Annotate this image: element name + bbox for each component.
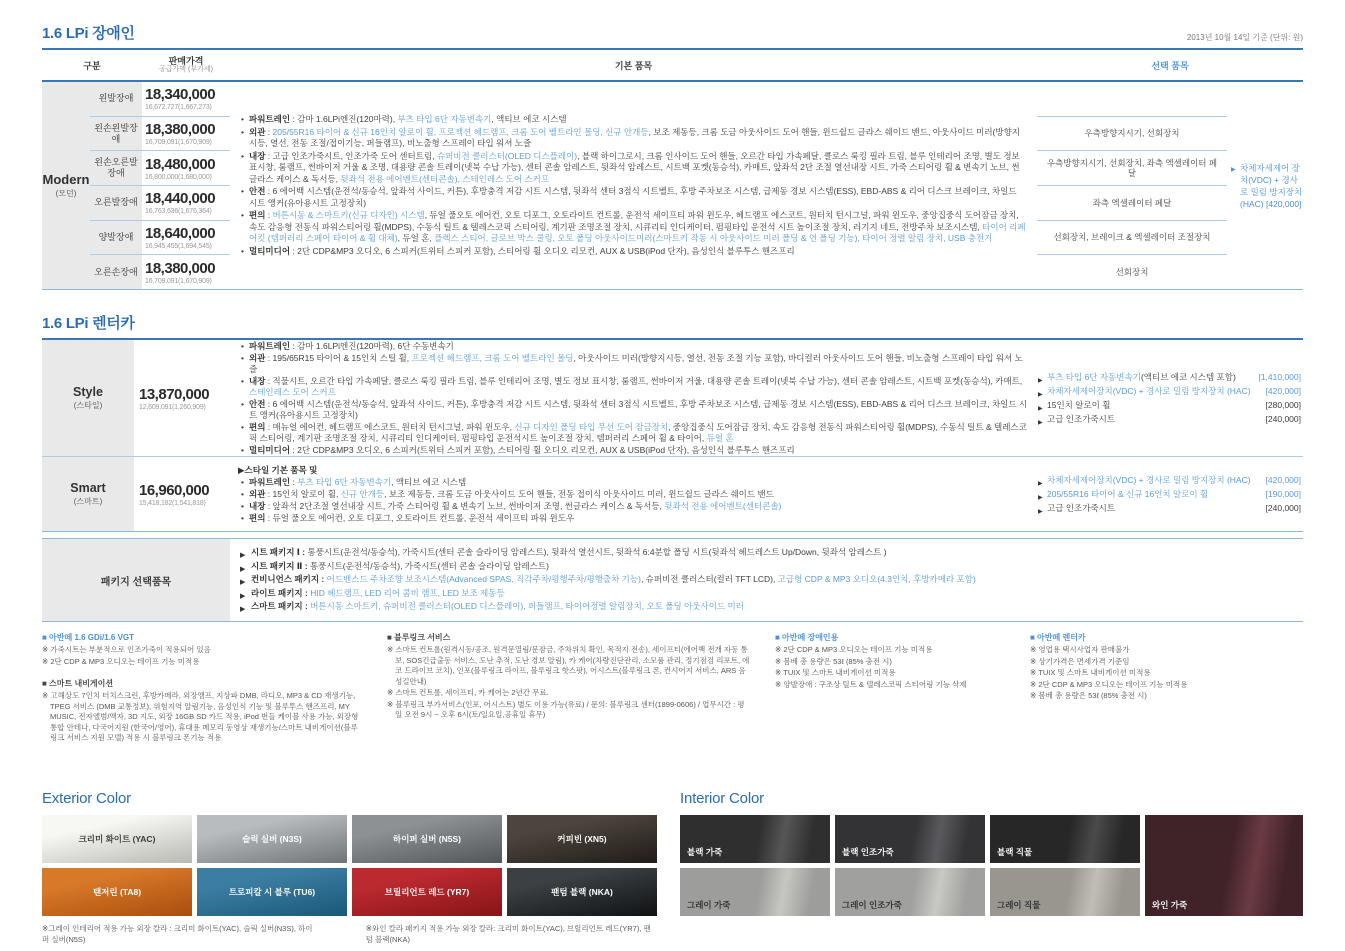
trim-name: 왼발장애 [90,82,142,116]
footnote-block [775,632,1006,690]
interior-swatches [680,815,1303,916]
table-row [90,82,230,117]
option-price: [280,000] [1265,400,1301,410]
option-line [1037,370,1301,384]
table-row [90,255,230,289]
swatch-label: 그레이 가죽 [687,900,731,910]
arrow-icon: ▶ [240,592,246,600]
feature-text: 편의 : 버튼시동 & 스마트키(신규 디자인) 시스템, 듀얼 풀오토 에어컨, 오토 디포그, 오토라이트 컨트롤, 운전석 세이프티 파워 윈도우, 헤드램프 에스코트, 원터치 턴시그널, 파워 윈도우, 중앙집중식 도어잠금 장치, 속도 감응형 전동식 파워스티어링 휠(MDPS), 수동식 틸트 & 텔레스코픽 스티어링, 계기판 조명조절 장치, 시큐리티 인디케이터, 펌핑타입 운전석 시트 높이조절 장치, 러기지 네트, 전방주차 보조시스템, 타이어 리페어킷 (템퍼러리 스페어 타이어 & 휠 대체), 듀얼 혼, 플렉스 스티어, 글로브 박스 쿨링, 오토 폴딩 아웃사이드미러(스마트키 작동 시 아웃사이드 미러 폴딩 & 언 폴딩 기능), 타이어 정렬 알림 장치, USB 충전기 [249,210,1026,243]
package-text: 시트 패키지 Ⅱ : 통풍시트(운전석/동승석), 가죽시트(센터 콘솔 슬라이딩 암레스트) [251,560,549,571]
option-label: 고급 인조가죽시트 [1047,414,1116,424]
footnote-head: ■ 블루링크 서비스 [387,633,451,642]
trim-name: 왼손오른발 장애 [90,151,142,185]
arrow-icon: ▶ [240,606,246,614]
footnote-head: ■ 아반떼 장애인용 [775,633,839,642]
option-label: 15인치 알로이 휠 [1047,400,1111,410]
price-cell [142,255,230,289]
color-swatch [680,815,830,863]
footnote-text: ※ 양발장애 : 구조상 틸트 & 텔레스코픽 스티어링 기능 삭제 [775,679,967,689]
table-row [90,117,230,152]
option-price: [1,410,000] [1258,372,1301,382]
bullet-icon: • [241,477,244,487]
section1-table-header [42,50,1303,82]
arrow-icon: ▶ [1038,495,1043,501]
style-row [42,340,1303,457]
arrow-icon: ▶ [240,579,246,587]
footnote-head: ■ 아반떼 1.6 GDi/1.6 VGT [42,633,135,642]
exterior-color-notes [42,923,657,945]
price-cell [142,186,230,220]
feature-line [238,114,1027,126]
vdc-option-cell [1227,82,1303,289]
option-price: [240,000] [1265,414,1301,424]
feature-text: 내장 : 직물시트, 오르간 타입 가속페달, 클로스 룩킹 필라 트림, 블루 인테리어 조명, 별도 정보 표시창, 룸램프, 썬바이저 거울, 대용량 콘솔 트레이(넷북 수납 가능), 센터 콘솔 암레스트, 시트백 포켓(동승석), 카매트, 스테인레스 도어 스커프 [249,375,1023,397]
feature-text: 안전 : 6 에어백 시스템(운전석/동승석, 앞좌석 사이드, 커튼), 후방충격 저감 시트 시스템, 뒷좌석 센터 3점식 시트벨트, 후방 주차보조 시스템, 급제동 경보 시스템(ESS), EBD-ABS & 리어 디스크 브레이크, 차일드 시트 앵커(유아용시트 고정장치) [249,398,1028,420]
feature-line [238,489,1029,500]
feature-text: 멀티미디어 : 2단 CDP&MP3 오디오, 6 스피커(트위터 스피커 포함), 스티어링 휠 오디오 리모컨, AUX & USB(iPod 단자), 음성인식 블루투스 핸즈프리 [249,245,795,256]
price-subvalue: 16,672,727(1,667,273) [145,104,212,112]
footnote-text: ※ TUIX 및 스마트 내비게이션 미적용 [1030,668,1151,677]
footnote-block [42,632,363,667]
feature-line [238,376,1029,398]
swatch-label: 커피빈 (XN5) [557,834,607,844]
feature-line [238,445,1029,456]
package-line [240,573,1293,587]
feature-text: 외관 : 205/55R16 타이어 & 신규 16인치 알로이 휠, 프로젝션 헤드램프, 크롬 도어 벨트라인 몰딩, 신규 안개등, 보조 제동등, 크롬 도금 아웃사이드 도어 핸들, 윈드쉴드 글라스 쉐이드 밴드, 아웃사이드 미러(방향지시등, 열선, 전동 조절/접이기능, 퍼들램프), 비노출형 스프레이 타입 워셔 노즐 [249,126,1020,148]
price-subvalue: 16,945,455(1,694,545) [145,243,212,251]
bullet-icon: • [241,340,244,351]
price-value: 16,960,000 [139,481,210,499]
trim-name: 양발장애 [90,221,142,255]
swatch-label: 브릴리언트 레드 (YR7) [384,887,470,897]
color-swatch [835,815,985,863]
footnote-text: ※ TUIX 및 스마트 내비게이션 미적용 [775,668,896,677]
color-swatch [1145,815,1303,916]
option-label: 부츠 타입 6단 자동변속기(액티브 에코 시스템 포함) [1047,372,1236,382]
bullet-icon: • [241,126,244,137]
feature-line [238,422,1029,444]
price-value: 18,380,000 [145,121,216,138]
bullet-icon: • [241,444,244,455]
bullet-icon: • [241,150,244,161]
price-value: 18,440,000 [145,190,216,208]
arrow-icon: ▶ [1038,481,1043,487]
package-text: 컨비니언스 패키지 : 어드밴스드 주차조향 보조시스템(Advanced SPAS, 직각주차/평행주차/평행출차 기능), 슈퍼비전 클러스터(컬러 TFT LCD), 고급형 CDP & MP3 오디오(4.3인치, 후방카메라 포함) [251,574,976,585]
arrow-icon: ▶ [1038,392,1043,398]
package-line [240,587,1293,601]
option-price: [190,000] [1265,489,1301,499]
footnote-column [1030,632,1303,774]
bullet-icon: • [241,421,244,432]
footnote-column [42,632,387,774]
feature-line [238,341,1029,352]
swatch-label: 트로피칼 시 블루 (TU6) [228,887,316,897]
color-swatch [507,815,657,863]
arrow-icon: ▶ [240,552,246,560]
feature-line [238,399,1029,421]
interior-color-section [680,790,1303,945]
feature-text: 멀티미디어 : 2단 CDP&MP3 오디오, 6 스피커(트위터 스피커 포함), 스티어링 휠 오디오 리모컨, AUX & USB(iPod 단자), 음성인식 블루투스 핸즈프리 [249,444,795,455]
exterior-note: ※와인 칼라 패키지 적용 가능 외장 칼라: 크리미 화이트(YAC), 브릴리언트 레드(YR7), 팬텀 블랙(NKA) [365,924,651,944]
col-header-select-items: 선택 품목 [1151,60,1189,71]
exterior-swatches [42,815,657,916]
col-header-price [142,56,230,74]
section1-table [42,48,1303,290]
select-option-cell [1037,82,1227,117]
option-line [1037,487,1301,501]
exterior-color-section [42,790,657,945]
price-cell [142,117,230,151]
color-swatch [507,868,657,916]
select-option-cell: 우측방향지시기, 선회장치, 좌측 엑셀레이터 페달 [1037,151,1227,186]
feature-text: 외관 : 15인치 알로이 휠, 신규 안개등, 보조 제동등, 크롬 도금 아웃사이드 도어 핸들, 전동 접이식 아웃사이드 미러, 윈드쉴드 글라스 쉐이드 밴드 [249,489,774,499]
col-header-price-main: 판매가격 [168,55,204,66]
basic-items-cell [230,340,1037,456]
footnote-text: ※ 스마트 컨트롤, 세이프티, 카 케어는 2년간 무료. [387,688,549,697]
smart-row [42,457,1303,531]
basic-items-cell [230,457,1037,531]
color-swatch [197,868,347,916]
smart-options-cell [1037,457,1303,531]
package-line [240,546,1293,560]
option-label: 차체자세제어장치(VDC) + 경사로 밀림 방지장치 (HAC) [1047,386,1251,396]
color-sections [42,790,1303,945]
swatch-label: 그레이 직물 [997,900,1041,910]
color-swatch [352,868,502,916]
trim-name: 오른발장애 [90,186,142,220]
swatch-label: 슬릭 실버 (N3S) [242,834,302,844]
table-row [90,151,230,186]
col-header-price-sub: 공급가액 (부가세) [159,66,213,74]
price-subvalue: 12,609,091(1,260,909) [139,403,206,411]
footnote-text: ※ 고해상도 7인치 터치스크린, 후방카메라, 외장앰프, 지상파 DMB, 라디오, MP3 & CD 재생기능, TPEG 서비스 (DMB 교통정보), 위험지역 알림기능, 음성인식 기능 및 블루투스 핸즈프리, MY MUSIC, 전자앨범/액자, 3D 지도, 외장 16GB SD 카드 적용, iPod 번들 케이블 사용 가능, 외장형 통합 안테나, 다국어지원 (한국어/영어), 휴대용 메모리 동영상 재생기능/스마트 내비게이션(블루링크 서비스 지원 모델) 적용 시 블루링크 폰기능 적용 [42,691,359,742]
price-subvalue: 15,418,182(1,541,818) [139,499,206,507]
trim-name: 오른손장애 [90,255,142,289]
feature-text: 편의 : 듀얼 풀오토 에어컨, 오토 디포그, 오토라이트 컨트롤, 운전석 세이프티 파워 윈도우 [249,513,575,523]
model-group-name: Modern [42,172,90,187]
section1-title: 1.6 LPi 장애인 [42,25,135,42]
price-value: 18,480,000 [145,155,216,173]
price-value: 18,340,000 [145,86,216,104]
footnote-column [775,632,1030,774]
arrow-icon: ▶ [1038,406,1043,412]
color-swatch [42,868,192,916]
swatch-label: 팬텀 블랙 (NKA) [551,887,613,897]
trim-name-sub: (스타일) [73,401,103,410]
section2-table [42,338,1303,532]
select-option-cell: 선회장치 [1115,266,1149,277]
trim-name: 왼손왼발장애 [90,117,142,151]
feature-text: 외관 : 195/65R15 타이어 & 15인치 스틸 휠, 프로젝션 헤드램프, 크롬 도어 벨트라인 몰딩, 아웃사이드 미러(방향지시등, 열선, 전동 조절 기능 포함), 바디컬러 아웃사이드 도어 핸들, 비노출형 스프레이 타입 워셔 노즐 [249,352,1023,374]
bullet-icon: • [241,210,244,220]
arrow-icon: ▶ [1038,420,1043,426]
feature-text: 편의 : 매뉴얼 에어컨, 헤드램프 에스코트, 원터치 턴시그널, 파워 윈도우, 신규 디자인 폴딩 타입 무선 도어 잠금장치, 중앙집중식 도어잠금 장치, 속도 감응형 전동식 파워스티어링 휠(MDPS), 수동식 틸트 & 텔레스코픽 스티어링, 계기판 조명조절 장치, 시큐리티 인디케이터, 펌핑타입 운전석시트 높이조절 장치, 템퍼러리 스페어 휠 & 타이어, 듀얼 혼 [249,421,1027,443]
bullet-icon: • [241,513,244,523]
style-options-cell [1037,340,1303,456]
option-price: [420,000] [1265,386,1301,396]
price-value: 13,870,000 [139,385,210,403]
price-cell [142,151,230,185]
option-label: 고급 인조가죽시트 [1047,503,1116,513]
swatch-label: 하이퍼 실버 (N5S) [393,834,461,844]
price-cell [142,82,230,116]
trim-name: Style [73,385,103,399]
footnote-text: ※ 봄베 총 용량은 53ℓ (85% 충전 시) [1030,691,1147,700]
footnote-text: ※ 2단 CDP & MP3 오디오는 테이프 기능 미적용 [42,656,200,666]
bullet-icon: • [241,501,244,511]
swatch-label: 블랙 직물 [997,847,1033,857]
feature-text: 파워트레인 : 감마 1.6LPi엔진(120마력), 6단 수동변속기 [249,340,454,351]
footnote-head: ■ 아반떼 렌터카 [1030,633,1086,642]
bullet-icon: • [241,245,244,256]
price-cell [142,221,230,255]
package-items [230,539,1303,621]
bullet-icon: • [241,489,244,499]
price-value: 18,380,000 [145,259,216,277]
package-section [42,538,1303,622]
footnote-block [42,678,363,744]
select-option-cell: 우측방향지시기, 선회장치 [1037,117,1227,152]
price-subvalue: 16,763,636(1,676,364) [145,208,212,216]
feature-line [238,127,1027,150]
feature-text: 파워트레인 : 부츠 타입 6단 자동변속기, 액티브 에코 시스템 [249,477,467,487]
footnote-text: ※ 블루링크 부가서비스(인포, 어시스트) 별도 이용 가능(유료) / 문의: 블루링크 센터(1899-0606) / 업무시간 : 평일 오전 9시 ~ 오후 6시(토/일요일,공휴일 휴무) [387,699,745,719]
option-line [1037,412,1301,426]
swatch-label: 그레이 인조가죽 [842,900,902,910]
bullet-icon: • [241,398,244,409]
option-label: 차체자세제어장치(VDC) + 경사로 밀림 방지장치 (HAC) [1047,475,1251,485]
footnotes-section [42,632,1303,774]
date-note: 2013년 10월 14일 기준 (단위: 원) [1186,33,1303,42]
interior-color-title: Interior Color [680,790,764,807]
col-header-gubun: 구분 [83,60,101,71]
feature-text: 내장 : 앞좌석 2단조절 열선내장 시트, 가죽 스티어링 휠 & 변속기 노브, 썬바이저 조명, 썬글라스 케이스 & 독서등, 뒷좌석 전용 에어벤트(센터콘솔) [249,501,782,511]
feature-text: 내장 : 고급 인조가죽시트, 인조가죽 도어 센터트림, 슈퍼비전 클러스터(OLED 디스플레이), 블랙 하이그로시, 크롬 인사이드 도어 핸들, 오르간 타입 가속페달, 클로스 룩킹 필라 트림, 블루 인테리어 조명, 별도 정보 표시창, 룸램프, 썬바이저 거울 & 조명, 대용량 콘솔 트레이(넷북 수납 가능), 센터 콘솔 암레스트, 뒷좌석 암레스트, 시트백 포켓(동승석), 카매트, 앞좌석 2단 조절 열선내장 시트, 가죽 스티어링 휠 & 변속기 노브, 썬글라스 케이스 & 독서등, 뒷좌석 전용 에어벤트(센터콘솔), 스테인레스 도어 스커프 [249,150,1020,184]
trim-name: Smart [70,481,106,495]
select-options-column [1037,82,1227,289]
price-cell [134,457,230,531]
footnote-text: ※ 가죽시트는 부분적으로 인조가죽이 적용되어 있음 [42,645,211,654]
option-line [1037,398,1301,412]
table-row [90,221,230,256]
feature-line [238,513,1029,524]
footnote-text: ※ 2단 CDP & MP3 오디오는 테이프 기능 미적용 [775,645,933,654]
section1-table-body [42,82,1303,290]
footnote-block [387,632,751,721]
feature-line [238,501,1029,512]
package-text: 스마트 패키지 : 버튼시동 스마트키, 슈퍼비전 클러스터(OLED 디스플레이), 퍼들램프, 타이어정렬 알림장치, 오토 폴딩 아웃사이드 미러 [251,601,744,612]
select-option-cell: 좌측 엑셀레이터 페달 [1037,186,1227,221]
basic-items-cell [230,82,1037,289]
arrow-icon: ▶ [1231,166,1236,173]
feature-line [238,246,1027,258]
feature-text: 파워트레인 : 감마 1.6LPi엔진(120마력), 부츠 타입 6단 자동변속기, 액티브 에코 시스템 [249,114,567,124]
price-subvalue: 16,800,000(1,680,000) [145,173,212,181]
exterior-color-title: Exterior Color [42,790,131,807]
color-swatch [42,815,192,863]
package-text: 라이트 패키지 : HID 헤드램프, LED 리어 콤비 램프, LED 보조 제동등 [251,587,505,598]
smart-base-note: ▶스타일 기본 품목 및 [238,464,318,475]
swatch-label: 블랙 인조가죽 [842,847,894,857]
footnote-text: ※ 2단 CDP & MP3 오디오는 테이프 기능 미적용 [1030,679,1188,689]
feature-line [238,353,1029,375]
swatch-label: 탠저린 (TA8) [92,887,142,897]
option-price: [240,000] [1265,503,1301,513]
package-line [240,560,1293,574]
section2-header [42,290,1303,338]
color-swatch [680,868,830,916]
color-swatch [352,815,502,863]
color-swatch [990,868,1140,916]
model-group-sub: (모던) [55,189,77,198]
feature-text: 안전 : 6 에어백 시스템(운전석/동승석, 앞좌석 사이드, 커튼), 후방충격 저감 시트 시스템, 뒷좌석 센터 3점식 시트벨트, 후방 주차보조 시스템, 급제동 경보 시스템(ESS), EBD-ABS & 리어 디스크 브레이크, 차일드 시트 앵커(유아용시트 고정장치) [249,186,1017,208]
color-swatch [990,815,1140,863]
trim-price-rows [90,82,230,289]
feature-line [238,151,1027,186]
price-cell [134,340,230,456]
price-value: 18,640,000 [145,225,216,243]
footnote-head: ■ 스마트 내비게이션 [42,679,114,688]
bullet-icon: • [241,375,244,386]
footnote-text: ※ 봄베 총 용량은 53ℓ (85% 충전 시) [775,656,892,666]
option-line [1037,473,1301,487]
package-section-label: 패키지 선택품목 [42,539,230,621]
section2-title: 1.6 LPi 렌터카 [42,315,135,332]
section1-header [42,0,1303,48]
price-subvalue: 16,709,091(1,670,909) [145,277,212,285]
swatch-label: 크리미 화이트 (YAC) [78,834,156,844]
package-text: 시트 패키지 Ⅰ : 통풍시트(운전석/동승석), 가죽시트(센터 콘솔 슬라이딩 암레스트), 뒷좌석 열선시트, 뒷좌석 6:4분할 폴딩 시트(뒷좌석 헤드레스트 Up/Down, 뒷좌석 암레스트 ) [251,547,887,558]
arrow-icon: ▶ [1038,509,1043,515]
bullet-icon: • [241,352,244,363]
vdc-option-text: ▶ 차체자세제어 장치(VDC) + 경사로 밀림 방지장치(HAC) [420,000] [1231,162,1303,209]
table-row [90,186,230,221]
option-line [1037,384,1301,398]
footnote-text: ※ 영업용 택시사업자 판매불가 [1030,645,1130,654]
exterior-note: ※그레이 인테리어 적용 가능 외장 칼라 : 크리미 화이트(YAC), 슬릭 실버(N3S), 하이퍼 실버(N5S) [42,924,313,944]
color-swatch [835,868,985,916]
bullet-icon: • [241,114,244,124]
model-group-cell [42,82,90,289]
arrow-icon: ▶ [240,565,246,573]
option-label: 205/55R16 타이어 & 신규 16인치 알로이 휠 [1047,489,1209,499]
color-swatch [197,815,347,863]
trim-name-sub: (스마트) [73,497,103,506]
bullet-icon: • [241,186,244,196]
swatch-label: 와인 가죽 [1152,900,1188,910]
trim-name-cell [42,457,134,531]
footnote-text: ※ 상기가격은 면세가격 기준임 [1030,656,1130,666]
footnote-block [1030,632,1279,702]
col-header-basic-items: 기본 품목 [614,60,653,71]
option-line [1037,501,1301,515]
select-option-cell: 선회장치, 브레이크 & 엑셀레이터 조절장치 [1037,221,1227,256]
footnote-text: ※ 스마트 컨트롤(원격시동/공조, 원격문열림/문잠금, 주차위치 확인, 목적지 전송), 세이프티(에어백 전개 자동 통보, SOS긴급출동 서비스, 도난 추적, 도난 경보 알림), 카 케어(차량진단관리, 소모품 관리, 정기점검 리포트, 에코 드라이브 코치), 인포(블루링크 라이프, 블루링크 핫스팟), 어시스트(블루링크 폰, 컨시어지 서비스, ARS 음성길안내) [387,645,750,686]
swatch-label: 블랙 가죽 [687,847,723,857]
feature-line [238,477,1029,488]
feature-line [238,186,1027,209]
package-line [240,600,1293,614]
option-price: [420,000] [1265,475,1301,485]
trim-name-cell [42,340,134,456]
footnote-column [387,632,775,774]
feature-line [238,210,1027,245]
price-subvalue: 16,709,091(1,670,909) [145,139,212,146]
arrow-icon: ▶ [1038,378,1043,384]
